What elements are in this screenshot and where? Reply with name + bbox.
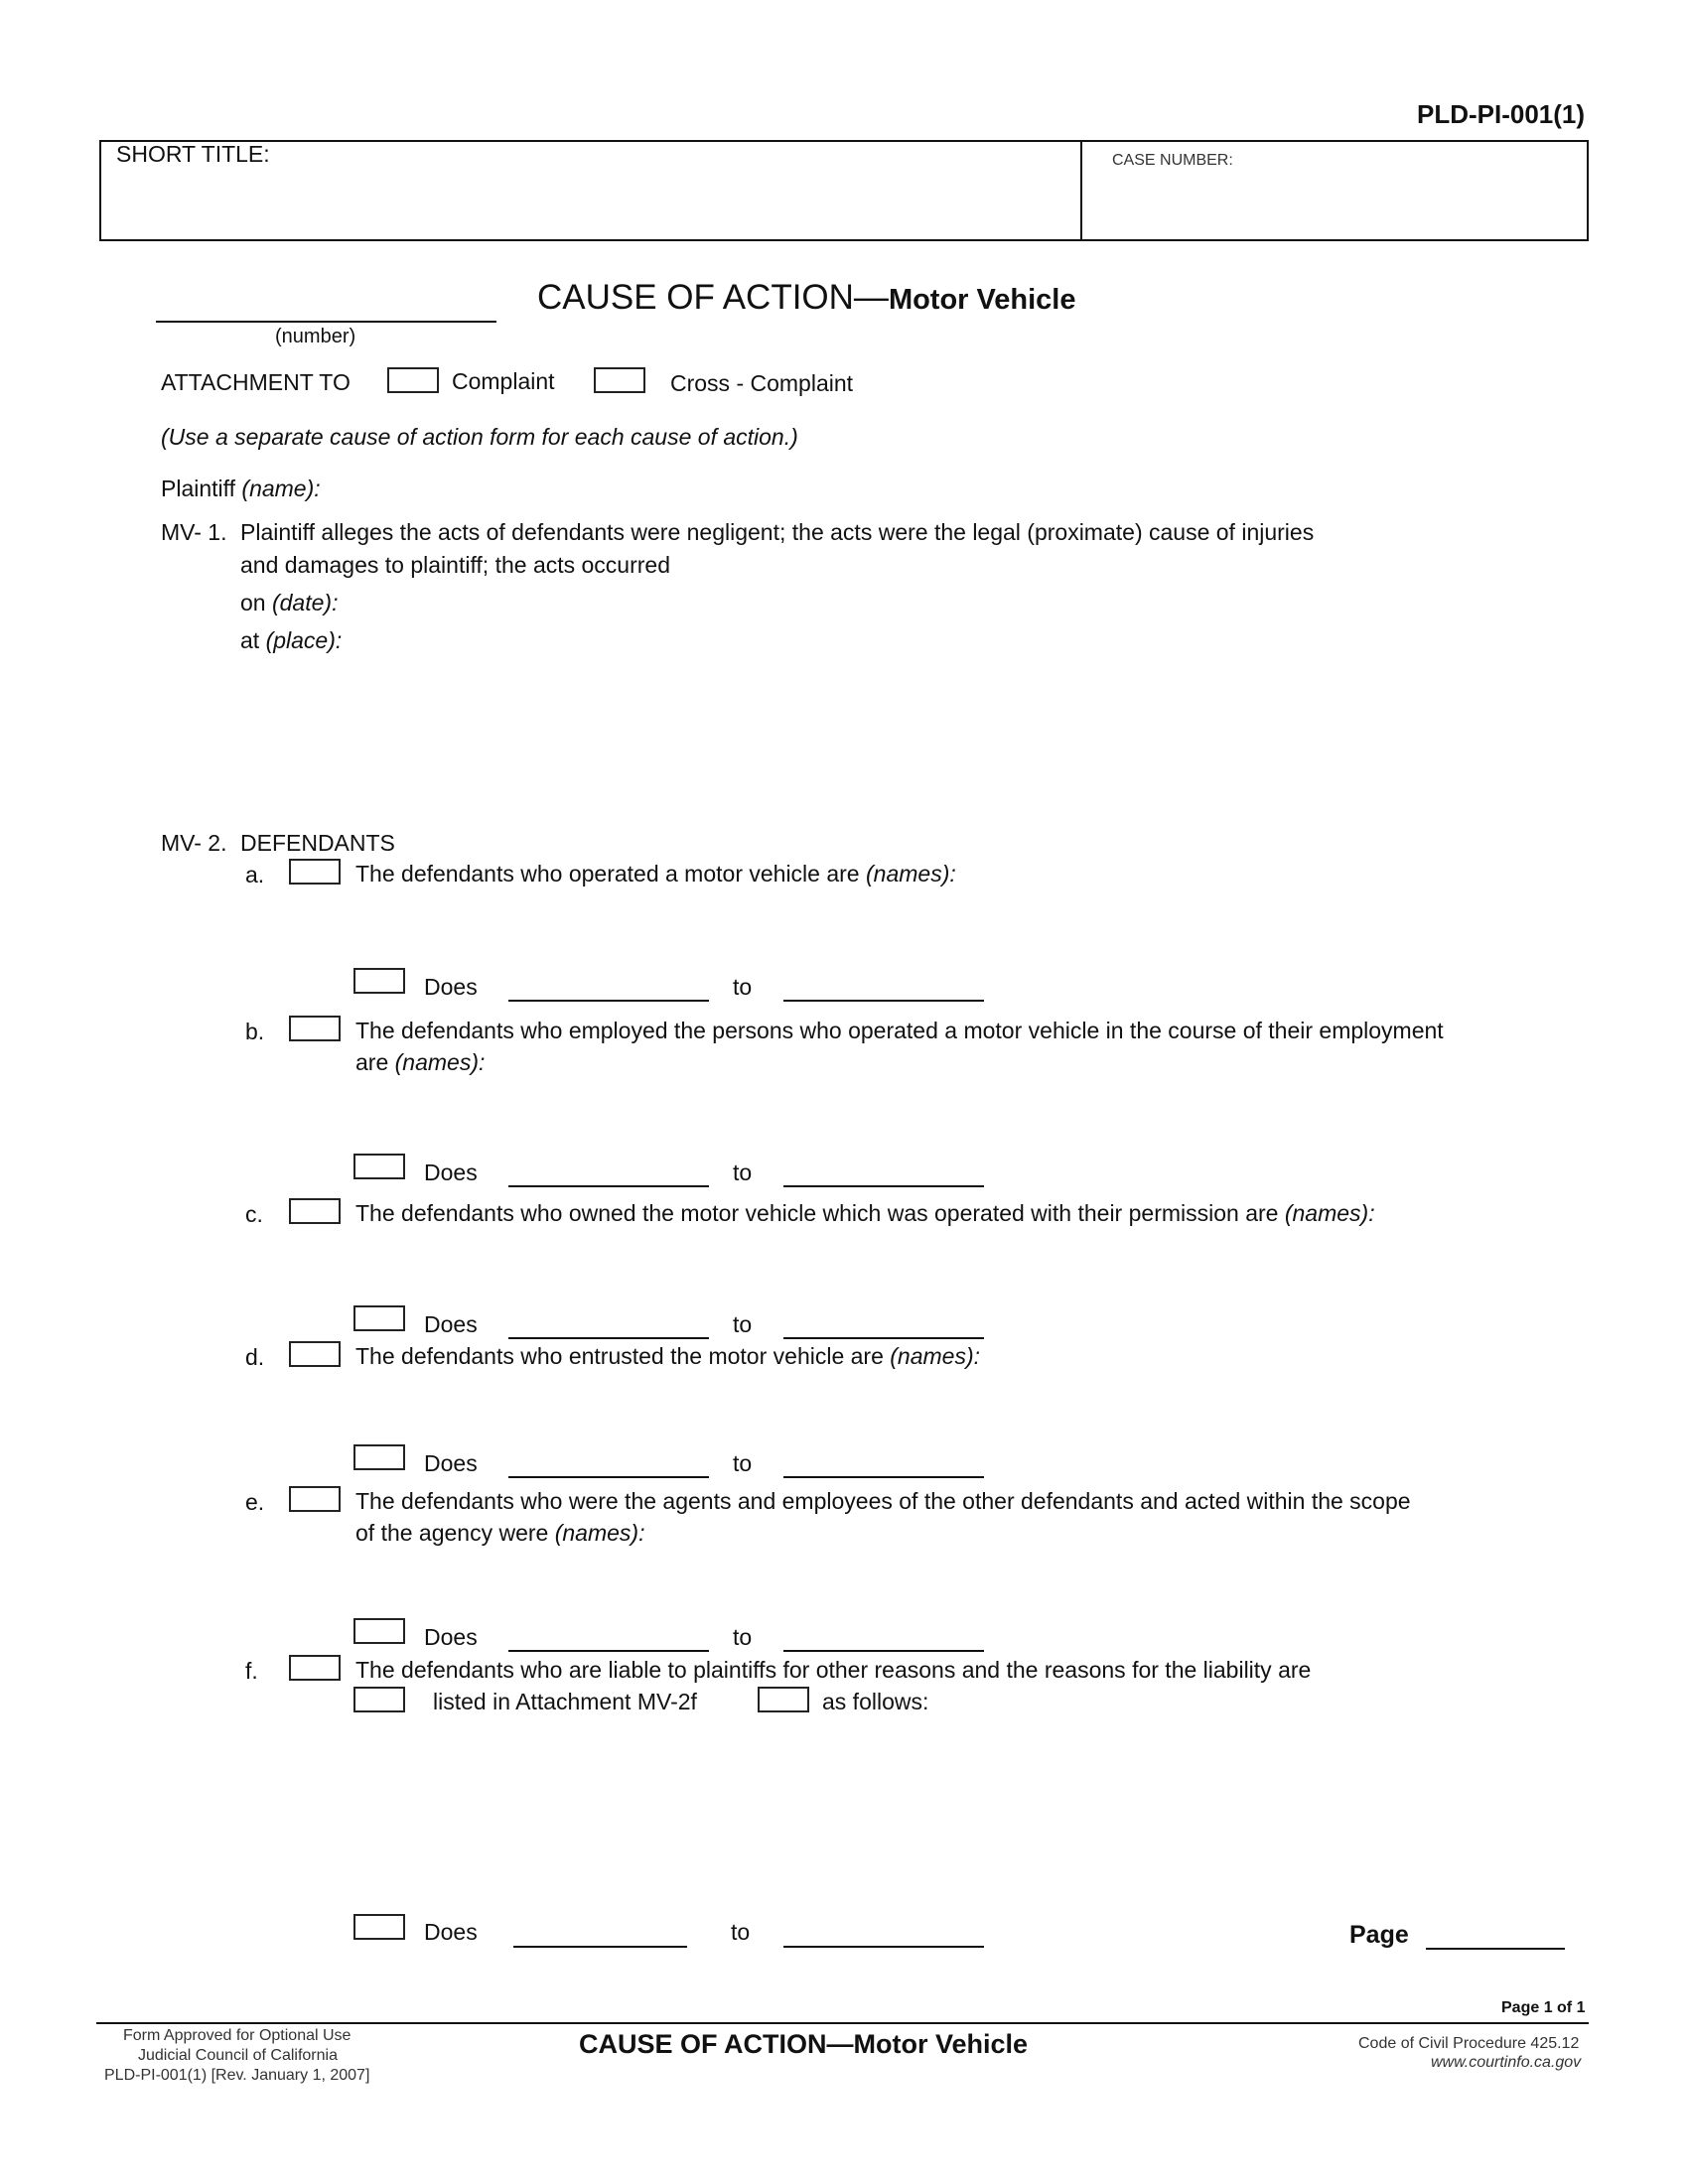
item-f-as-follows-label: as follows: — [822, 1689, 929, 1714]
mv2-heading: DEFENDANTS — [240, 830, 395, 856]
item-e-does-checkbox[interactable] — [353, 1618, 405, 1644]
short-title-field[interactable] — [103, 174, 1076, 237]
item-b-checkbox[interactable] — [289, 1016, 341, 1041]
item-b-does-checkbox[interactable] — [353, 1154, 405, 1179]
item-c-text — [355, 1200, 1375, 1227]
mv1-at: at — [240, 627, 260, 653]
footer-right-2[interactable]: www.courtinfo.ca.gov — [1431, 2054, 1582, 2071]
item-e-does-from[interactable] — [508, 1650, 709, 1652]
title-sub: Motor Vehicle — [888, 284, 1076, 316]
item-a-to-label: to — [733, 974, 753, 1000]
instruction-text: (Use a separate cause of action form for each cause of action.) — [161, 424, 798, 450]
plaintiff-label-text: Plaintiff — [161, 476, 236, 501]
header-divider — [1080, 140, 1082, 241]
mv1-date-field[interactable] — [357, 586, 1529, 615]
item-d-names-hint: (names): — [890, 1343, 981, 1369]
item-f-does-to[interactable] — [783, 1946, 984, 1948]
mv1-date-hint: (date): — [271, 590, 339, 615]
footer-right-1: Code of Civil Procedure 425.12 — [1358, 2035, 1580, 2052]
item-c-does-from[interactable] — [508, 1337, 709, 1339]
case-number-label: CASE NUMBER: — [1112, 152, 1233, 169]
item-d-does-from[interactable] — [508, 1476, 709, 1478]
item-a-names-hint: (names): — [866, 861, 956, 887]
plaintiff-name-hint: (name): — [241, 476, 321, 501]
mv1-place-field[interactable] — [357, 623, 1529, 772]
item-a-checkbox[interactable] — [289, 859, 341, 885]
item-a-does-checkbox[interactable] — [353, 968, 405, 994]
mv1-on: on — [240, 590, 266, 615]
item-e-names-hint: (names): — [554, 1520, 645, 1546]
item-f-letter: f. — [245, 1658, 258, 1684]
item-b-does-from[interactable] — [508, 1185, 709, 1187]
mv1-number: MV- 1. — [161, 519, 227, 545]
item-a-does-label: Does — [424, 974, 478, 1000]
item-b-to-label: to — [733, 1160, 753, 1185]
item-d-does-checkbox[interactable] — [353, 1444, 405, 1470]
item-d-checkbox[interactable] — [289, 1341, 341, 1367]
item-e-text2 — [355, 1520, 644, 1547]
complaint-checkbox[interactable] — [387, 367, 439, 393]
mv1-place-label — [240, 627, 342, 654]
item-a-letter: a. — [245, 862, 265, 887]
plaintiff-label — [161, 476, 321, 502]
item-d-text-main: The defendants who entrusted the motor vehicle are — [355, 1343, 884, 1369]
item-e-does-label: Does — [424, 1624, 478, 1650]
item-f-to-label: to — [731, 1919, 751, 1945]
page-title — [537, 278, 1075, 318]
complaint-label: Complaint — [452, 368, 555, 394]
footer-left-1: Form Approved for Optional Use — [123, 2027, 352, 2044]
mv1-date-label — [240, 590, 338, 616]
item-d-does-to[interactable] — [783, 1476, 984, 1478]
item-b-text2 — [355, 1049, 485, 1076]
item-e-does-to[interactable] — [783, 1650, 984, 1652]
item-c-text-main: The defendants who owned the motor vehicle which was operated with their permission are — [355, 1200, 1279, 1226]
item-c-does-label: Does — [424, 1311, 478, 1337]
item-d-to-label: to — [733, 1450, 753, 1476]
item-d-letter: d. — [245, 1344, 265, 1370]
number-label: (number) — [275, 326, 356, 347]
footer-left-3: PLD-PI-001(1) [Rev. January 1, 2007] — [104, 2067, 370, 2084]
page-number-field[interactable] — [1426, 1948, 1565, 1950]
case-number-field[interactable] — [1086, 177, 1583, 236]
item-f-text: The defendants who are liable to plaintiffs for other reasons and the reasons for the liability are — [355, 1657, 1312, 1683]
mv1-line2: and damages to plaintiff; the acts occurred — [240, 552, 671, 578]
item-c-does-to[interactable] — [783, 1337, 984, 1339]
item-f-does-label: Does — [424, 1919, 478, 1945]
cause-number-line[interactable] — [156, 321, 496, 323]
item-b-does-to[interactable] — [783, 1185, 984, 1187]
mv1-line1: Plaintiff alleges the acts of defendants were negligent; the acts were the legal (proximate) cause of injuries — [240, 519, 1315, 545]
item-e-text: The defendants who were the agents and employees of the other defendants and acted within the scope — [355, 1488, 1411, 1514]
item-a-does-from[interactable] — [508, 1000, 709, 1002]
page-label: Page — [1349, 1921, 1409, 1949]
item-f-checkbox[interactable] — [289, 1655, 341, 1681]
item-b-does-label: Does — [424, 1160, 478, 1185]
item-f-as-follows-checkbox[interactable] — [758, 1687, 809, 1712]
item-c-names-hint: (names): — [1284, 1200, 1375, 1226]
footer-title: CAUSE OF ACTION—Motor Vehicle — [579, 2029, 1029, 2059]
item-b-letter: b. — [245, 1019, 265, 1044]
title-main: CAUSE OF ACTION— — [537, 278, 889, 317]
item-c-does-checkbox[interactable] — [353, 1305, 405, 1331]
item-e-letter: e. — [245, 1489, 265, 1515]
item-e-text2-main: of the agency were — [355, 1520, 549, 1546]
mv1-place-hint: (place): — [265, 627, 343, 653]
attachment-label: ATTACHMENT TO — [161, 369, 351, 395]
item-e-checkbox[interactable] — [289, 1486, 341, 1512]
item-b-names-hint: (names): — [394, 1049, 486, 1075]
footer-rule — [96, 2022, 1589, 2024]
item-a-text — [355, 861, 956, 887]
item-c-checkbox[interactable] — [289, 1198, 341, 1224]
item-d-text — [355, 1343, 980, 1370]
item-f-attachment-label: listed in Attachment MV-2f — [433, 1689, 697, 1714]
short-title-label: SHORT TITLE: — [116, 141, 270, 167]
mv2-number: MV- 2. — [161, 830, 227, 856]
item-a-text-main: The defendants who operated a motor vehicle are — [355, 861, 860, 887]
item-f-does-checkbox[interactable] — [353, 1914, 405, 1940]
item-b-text2-main: are — [355, 1049, 389, 1075]
item-c-to-label: to — [733, 1311, 753, 1337]
footer-left-2: Judicial Council of California — [138, 2047, 338, 2064]
cross-complaint-label: Cross - Complaint — [670, 370, 854, 396]
item-f-does-from[interactable] — [513, 1946, 687, 1948]
footer-page-of: Page 1 of 1 — [1501, 1999, 1586, 2016]
form-id: PLD-PI-001(1) — [1417, 99, 1586, 129]
plaintiff-name-field[interactable] — [338, 473, 1529, 502]
item-d-does-label: Does — [424, 1450, 478, 1476]
item-e-to-label: to — [733, 1624, 753, 1650]
item-b-text: The defendants who employed the persons who operated a motor vehicle in the course of their employment — [355, 1018, 1444, 1043]
item-f-attachment-checkbox[interactable] — [353, 1687, 405, 1712]
item-a-does-to[interactable] — [783, 1000, 984, 1002]
item-c-letter: c. — [245, 1201, 263, 1227]
cross-complaint-checkbox[interactable] — [594, 367, 645, 393]
